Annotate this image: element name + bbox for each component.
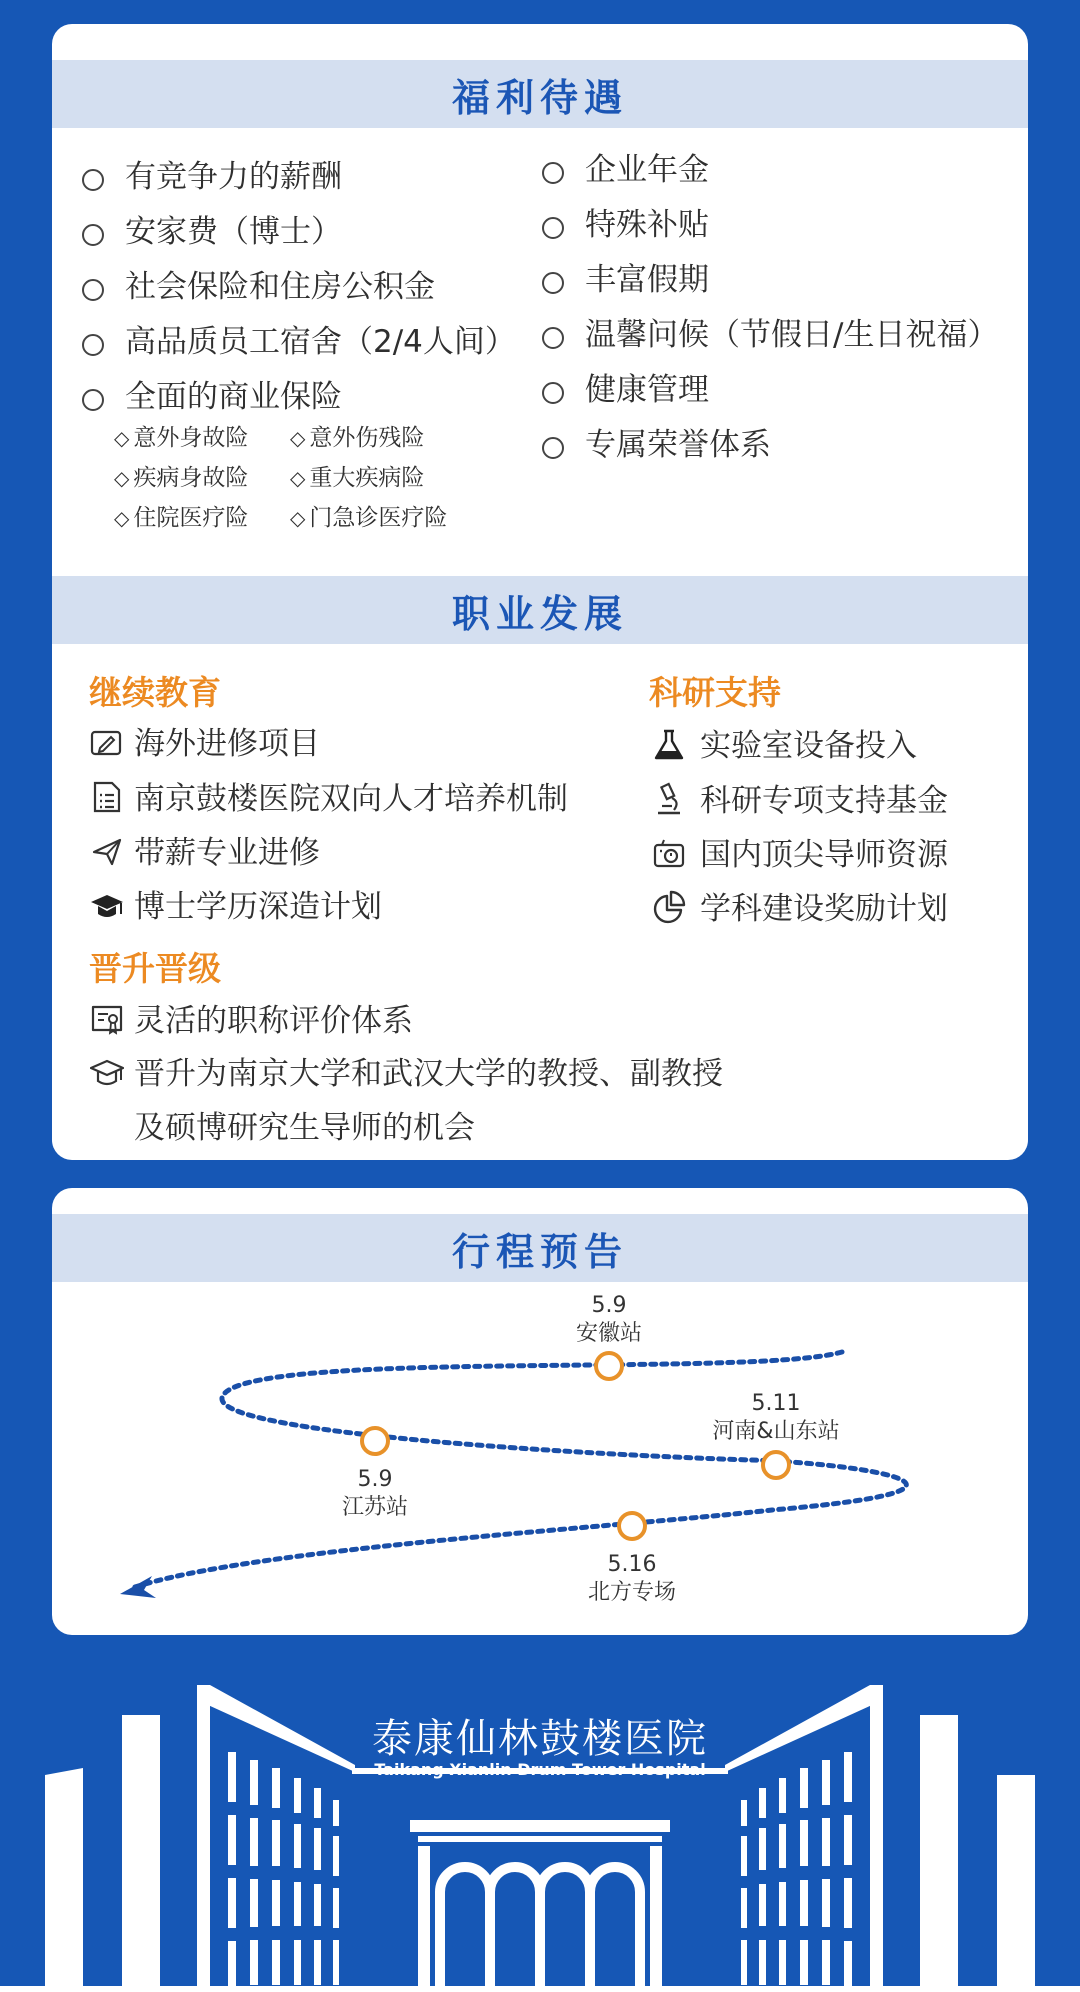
- insurance-item: ◇ 重大疾病险: [290, 465, 425, 491]
- stop-date: 5.9: [591, 1293, 627, 1318]
- promotion-item: 灵活的职称评价体系: [134, 1003, 413, 1039]
- welfare-item: 特殊补贴: [585, 207, 709, 243]
- research-item: 实验室设备投入: [700, 728, 917, 764]
- benefits-card: [52, 24, 1028, 1160]
- mortarboard-icon: [90, 1056, 124, 1090]
- career-title: 职业发展: [52, 576, 1028, 644]
- welfare-item: 社会保险和住房公积金: [125, 269, 435, 305]
- promotion-item-continued: 及硕博研究生导师的机会: [134, 1110, 475, 1146]
- stop-label: [549, 1292, 669, 1348]
- circle-bullet-icon: [82, 224, 104, 246]
- diamond-icon: ◇: [114, 426, 130, 450]
- research-heading: 科研支持: [649, 673, 781, 712]
- welfare-item: 专属荣誉体系: [585, 427, 771, 463]
- education-item: 博士学历深造计划: [134, 889, 382, 925]
- education-item: 带薪专业进修: [134, 835, 320, 871]
- diamond-icon: ◇: [290, 426, 306, 450]
- airplane-icon: [90, 834, 124, 868]
- stop-name: 江苏站: [341, 1495, 408, 1520]
- route-path: [132, 1352, 906, 1588]
- stop-label: [315, 1466, 435, 1522]
- insurance-item: ◇ 意外身故险: [114, 425, 249, 451]
- document-list-icon: [90, 780, 124, 814]
- research-item: 学科建设奖励计划: [700, 891, 948, 927]
- pen-note-icon: [90, 726, 124, 760]
- route-stop-marker: [619, 1513, 645, 1539]
- certificate-icon: [90, 1002, 124, 1036]
- education-item: 南京鼓楼医院双向人才培养机制: [134, 781, 568, 817]
- circle-bullet-icon: [542, 272, 564, 294]
- welfare-item: 高品质员工宿舍（2/4人间）: [125, 324, 516, 360]
- welfare-item: 温馨问候（节假日/生日祝福）: [585, 317, 999, 353]
- route-map: [52, 1188, 1028, 1635]
- education-item: 海外进修项目: [134, 726, 320, 762]
- diamond-icon: ◇: [290, 506, 306, 530]
- welfare-item: 健康管理: [585, 372, 709, 408]
- projector-icon: [652, 836, 686, 870]
- welfare-title: 福利待遇: [52, 60, 1028, 128]
- flask-icon: [652, 728, 686, 762]
- circle-bullet-icon: [542, 437, 564, 459]
- stop-date: 5.9: [357, 1467, 393, 1492]
- circle-bullet-icon: [82, 334, 104, 356]
- graduation-cap-icon: [90, 889, 124, 923]
- diamond-icon: ◇: [290, 466, 306, 490]
- promotion-item: 晋升为南京大学和武汉大学的教授、副教授: [134, 1056, 723, 1092]
- research-item: 国内顶尖导师资源: [700, 837, 948, 873]
- diamond-icon: ◇: [114, 466, 130, 490]
- stop-date: 5.16: [607, 1552, 657, 1577]
- diamond-icon: ◇: [114, 506, 130, 530]
- stop-date: 5.11: [751, 1391, 801, 1416]
- pie-chart-icon: [652, 890, 686, 924]
- stop-label: [572, 1551, 692, 1607]
- route-stop-marker: [763, 1452, 789, 1478]
- hospital-name-en: Taikang Xianlin Drum Tower Hospital: [374, 1760, 706, 1779]
- circle-bullet-icon: [82, 389, 104, 411]
- hospital-name-cn: 泰康仙林鼓楼医院: [372, 1716, 708, 1762]
- welfare-item: 丰富假期: [585, 262, 709, 298]
- welfare-item: 安家费（博士）: [125, 214, 342, 250]
- circle-bullet-icon: [82, 169, 104, 191]
- circle-bullet-icon: [542, 162, 564, 184]
- route-stop-marker: [362, 1428, 388, 1454]
- promotion-heading: 晋升晋级: [89, 949, 221, 988]
- schedule-title: 行程预告: [52, 1214, 1028, 1282]
- circle-bullet-icon: [542, 327, 564, 349]
- welfare-item: 全面的商业保险: [125, 379, 342, 415]
- welfare-item: 有竞争力的薪酬: [125, 159, 342, 195]
- microscope-icon: [652, 782, 686, 816]
- stop-name: 河南&山东站: [712, 1419, 840, 1444]
- circle-bullet-icon: [82, 279, 104, 301]
- insurance-item: ◇ 疾病身故险: [114, 465, 249, 491]
- stop-name: 安徽站: [575, 1321, 642, 1346]
- insurance-item: ◇ 住院医疗险: [114, 505, 249, 531]
- schedule-card: [52, 1188, 1028, 1635]
- welfare-item: 企业年金: [585, 152, 709, 188]
- insurance-item: ◇ 意外伤残险: [290, 425, 425, 451]
- circle-bullet-icon: [542, 382, 564, 404]
- route-stop-marker: [596, 1353, 622, 1379]
- insurance-item: ◇ 门急诊医疗险: [290, 505, 448, 531]
- research-item: 科研专项支持基金: [700, 783, 948, 819]
- education-heading: 继续教育: [89, 673, 221, 712]
- stop-name: 北方专场: [587, 1580, 676, 1605]
- arrow-head-icon: [120, 1576, 156, 1598]
- circle-bullet-icon: [542, 217, 564, 239]
- stop-label: [696, 1390, 856, 1446]
